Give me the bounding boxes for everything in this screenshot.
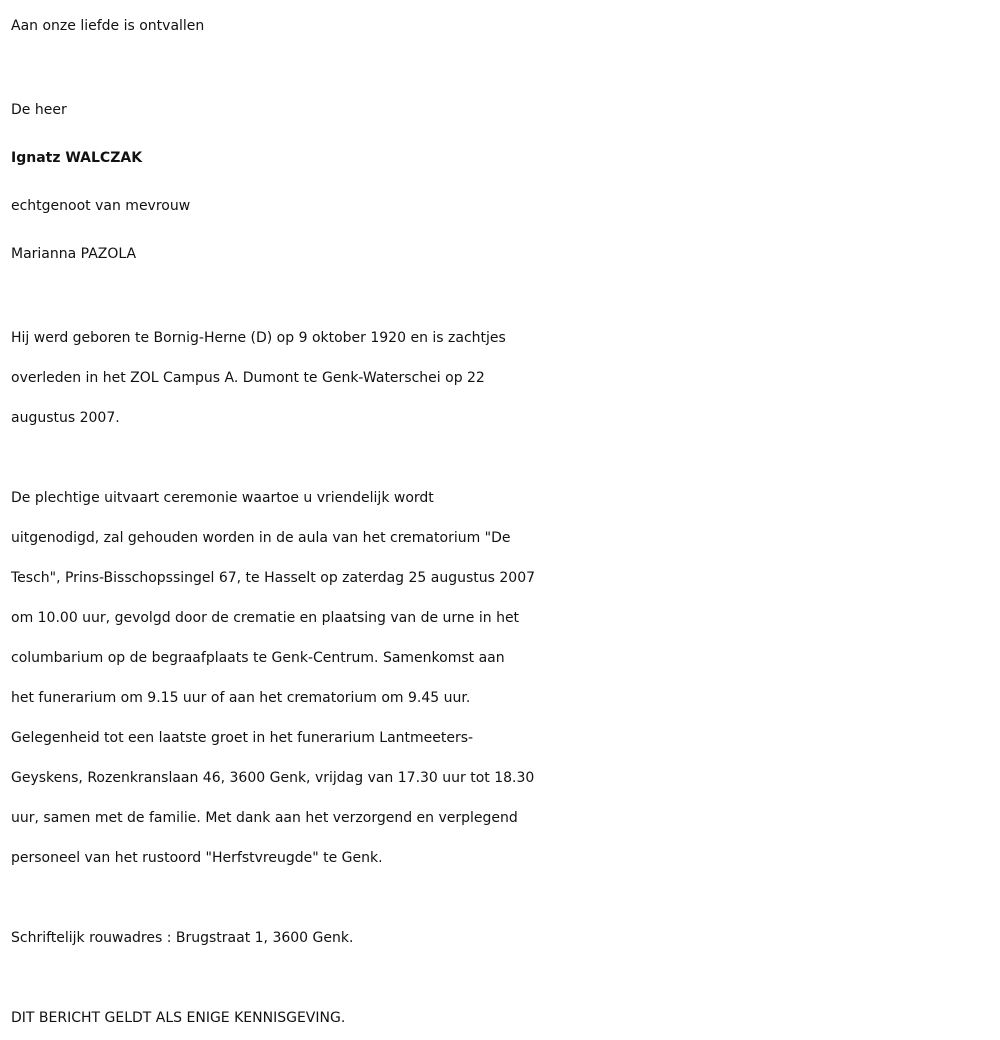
paragraph-line: uur, samen met de familie. Met dank aan het verzorgend en verplegend — [11, 810, 518, 826]
paragraph-line: overleden in het ZOL Campus A. Dumont te Genk-Waterschei op 22 — [11, 370, 485, 386]
paragraph-line: Hij werd geboren te Bornig-Herne (D) op 9 oktober 1920 en is zachtjes — [11, 330, 506, 346]
paragraph-line: Geyskens, Rozenkranslaan 46, 3600 Genk, vrijdag van 17.30 uur tot 18.30 — [11, 770, 535, 786]
paragraph-line: Tesch", Prins-Bisschopssingel 67, te Hasselt op zaterdag 25 augustus 2007 — [11, 570, 536, 586]
intro-line: Aan onze liefde is ontvallen — [11, 18, 205, 34]
spouse-line: echtgenoot van mevrouw — [11, 198, 191, 214]
paragraph-line: columbarium op de begraafplaats te Genk-Centrum. Samenkomst aan — [11, 650, 505, 666]
paragraph-line: personeel van het rustoord "Herfstvreugde" te Genk. — [11, 850, 383, 866]
title-prefix: De heer — [11, 102, 67, 118]
birth-paragraph — [11, 318, 1000, 438]
paragraph-line: Gelegenheid tot een laatste groet in het funerarium Lantmeeters- — [11, 730, 474, 746]
deceased-block — [11, 86, 1000, 278]
ceremony-paragraph — [11, 478, 1000, 878]
paragraph-line: De plechtige uitvaart ceremonie waartoe u vriendelijk wordt — [11, 490, 434, 506]
notice-statement: DIT BERICHT GELDT ALS ENIGE KENNISGEVING. — [11, 1010, 346, 1026]
paragraph-line: om 10.00 uur, gevolgd door de crematie en plaatsing van de urne in het — [11, 610, 520, 626]
paragraph-line: uitgenodigd, zal gehouden worden in de aula van het crematorium "De — [11, 530, 511, 546]
mourning-address: Schriftelijk rouwadres : Brugstraat 1, 3600 Genk. — [11, 930, 354, 946]
deceased-name: Ignatz WALCZAK — [11, 150, 143, 166]
paragraph-line: het funerarium om 9.15 uur of aan het crematorium om 9.45 uur. — [11, 690, 471, 706]
paragraph-line: augustus 2007. — [11, 410, 120, 426]
spouse-name: Marianna PAZOLA — [11, 246, 137, 262]
